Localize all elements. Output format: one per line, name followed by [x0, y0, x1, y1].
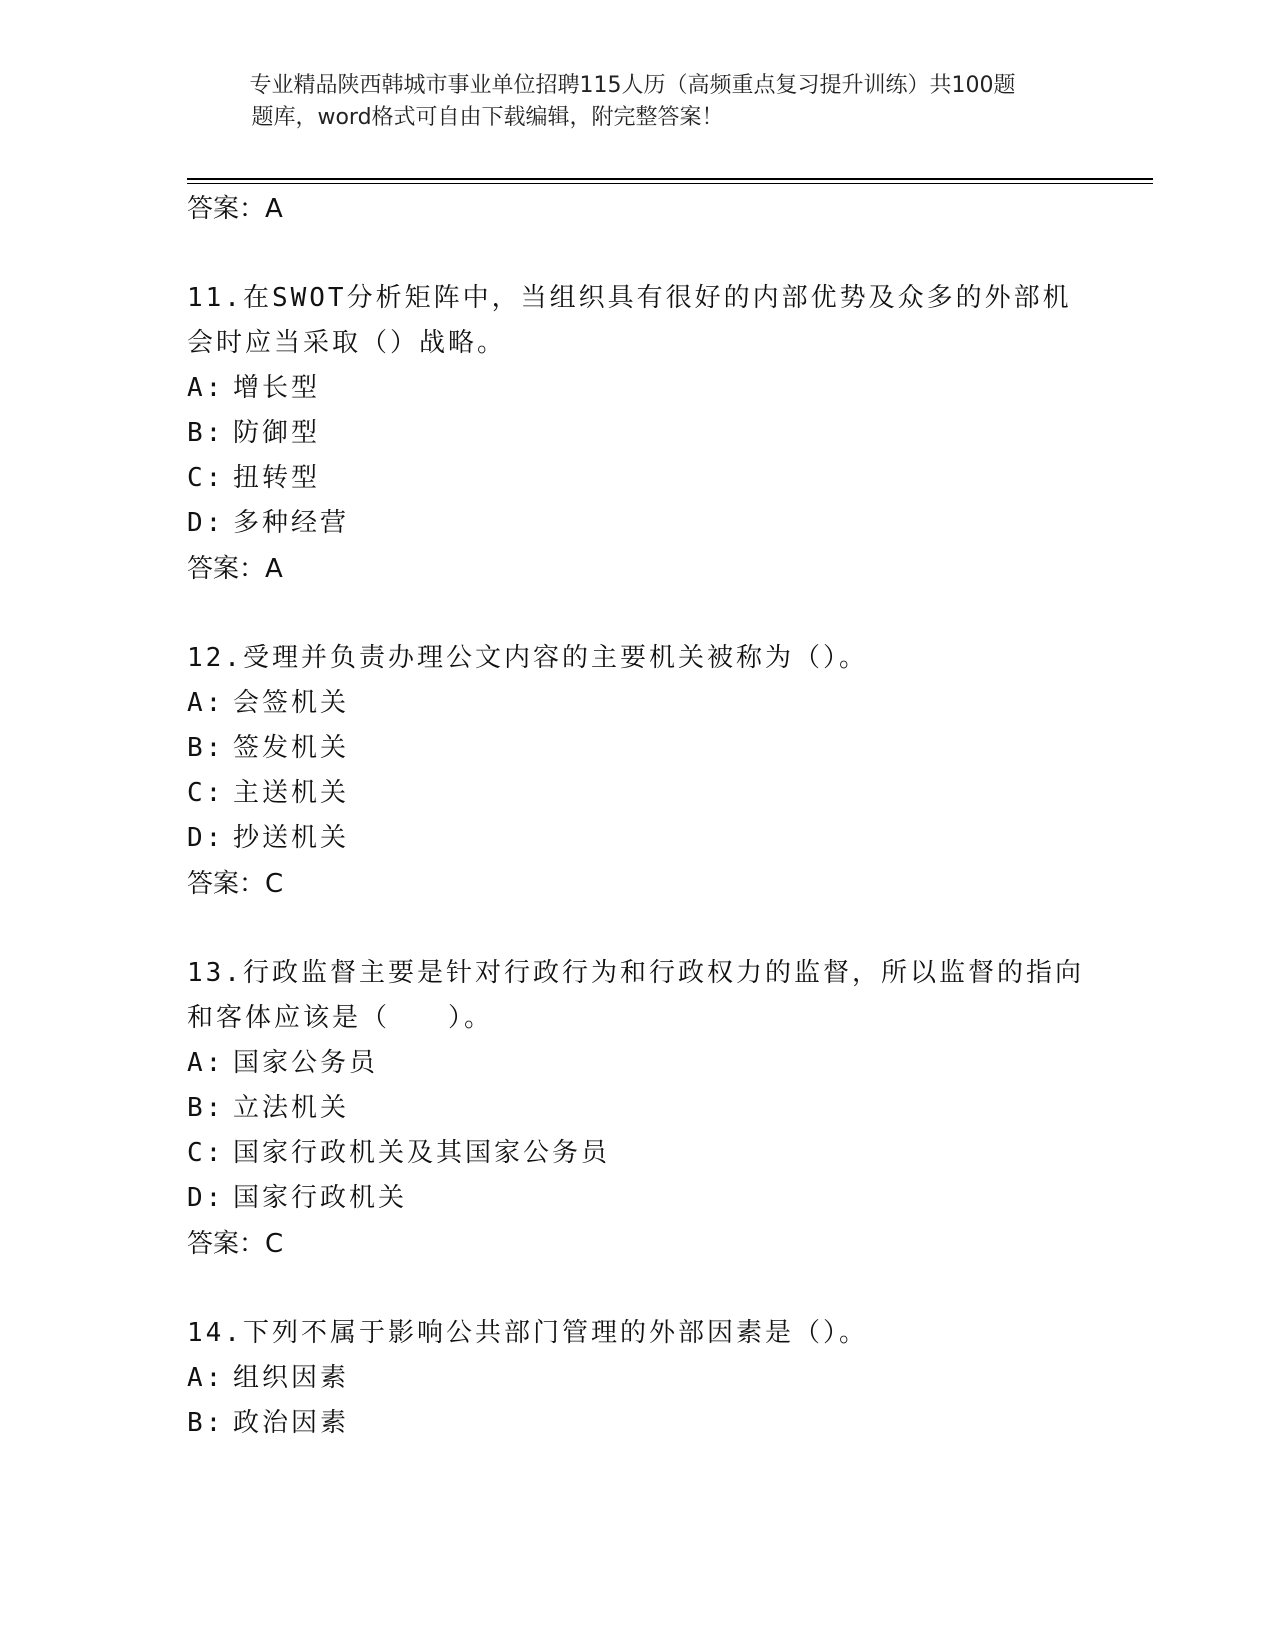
header-rule-thick [187, 178, 1153, 180]
question-text [187, 276, 1087, 366]
question-line: 12.受理并负责办理公文内容的主要机关被称为（）。 [187, 643, 868, 673]
option-text: 国家行政机关及其国家公务员 [233, 1138, 611, 1168]
option-letter: A: [187, 688, 225, 718]
option-letter: C: [187, 463, 225, 493]
option-letter: D: [187, 823, 225, 853]
option-letter: D: [187, 1183, 225, 1213]
option-c [187, 456, 1087, 501]
option-letter: B: [187, 1408, 225, 1438]
answer-line: 答案：A [187, 554, 283, 584]
option-text: 主送机关 [233, 778, 350, 808]
question-block-12 [187, 636, 1087, 907]
option-b [187, 1401, 1087, 1446]
option-text: 会签机关 [233, 688, 350, 718]
option-letter: C: [187, 778, 225, 808]
question-line: 13.行政监督主要是针对行政行为和行政权力的监督，所以监督的指向 [187, 958, 1084, 988]
option-letter: A: [187, 1363, 225, 1393]
option-text: 政治因素 [233, 1408, 350, 1438]
option-a [187, 681, 1087, 726]
question-text [187, 636, 1087, 681]
question-block-11 [187, 276, 1087, 592]
option-letter: A: [187, 1048, 225, 1078]
option-text: 扭转型 [233, 463, 321, 493]
option-text: 增长型 [233, 373, 321, 403]
option-text: 立法机关 [233, 1093, 350, 1123]
document-body [187, 186, 1087, 1446]
option-b [187, 1086, 1087, 1131]
header-rule-thin [187, 183, 1153, 184]
option-letter: D: [187, 508, 225, 538]
question-line: 11.在SWOT分析矩阵中，当组织具有很好的内部优势及众多的外部机 [187, 283, 1072, 313]
option-text: 组织因素 [233, 1363, 350, 1393]
option-d [187, 1176, 1087, 1221]
option-text: 抄送机关 [233, 823, 350, 853]
answer-line: 答案：C [187, 1229, 284, 1259]
header-line-2: 题库，word格式可自由下载编辑，附完整答案！ [251, 105, 724, 130]
option-c [187, 1131, 1087, 1176]
option-b [187, 411, 1087, 456]
question-line: 14.下列不属于影响公共部门管理的外部因素是（）。 [187, 1318, 868, 1348]
option-text: 多种经营 [233, 508, 350, 538]
option-text: 国家公务员 [233, 1048, 379, 1078]
answer-line: 答案：C [187, 869, 284, 899]
option-a [187, 1041, 1087, 1086]
option-letter: A: [187, 373, 225, 403]
option-d [187, 816, 1087, 861]
option-c [187, 771, 1087, 816]
option-letter: B: [187, 418, 225, 448]
option-letter: B: [187, 1093, 225, 1123]
option-a [187, 366, 1087, 411]
question-text [187, 1311, 1087, 1356]
option-letter: C: [187, 1138, 225, 1168]
option-d [187, 501, 1087, 546]
option-b [187, 726, 1087, 771]
document-header [0, 70, 1275, 134]
question-block-14 [187, 1311, 1087, 1446]
question-block-13 [187, 951, 1087, 1267]
option-text: 防御型 [233, 418, 321, 448]
question-line: 和客体应该是（ ）。 [187, 1003, 494, 1033]
answer-line: 答案：A [187, 194, 283, 224]
option-text: 签发机关 [233, 733, 350, 763]
option-text: 国家行政机关 [233, 1183, 408, 1213]
header-line-1: 专业精品陕西韩城市事业单位招聘115人历（高频重点复习提升训练）共100题 [249, 73, 1016, 98]
question-text [187, 951, 1087, 1041]
question-line: 会时应当采取（）战略。 [187, 328, 507, 358]
option-letter: B: [187, 733, 225, 763]
option-a [187, 1356, 1087, 1401]
